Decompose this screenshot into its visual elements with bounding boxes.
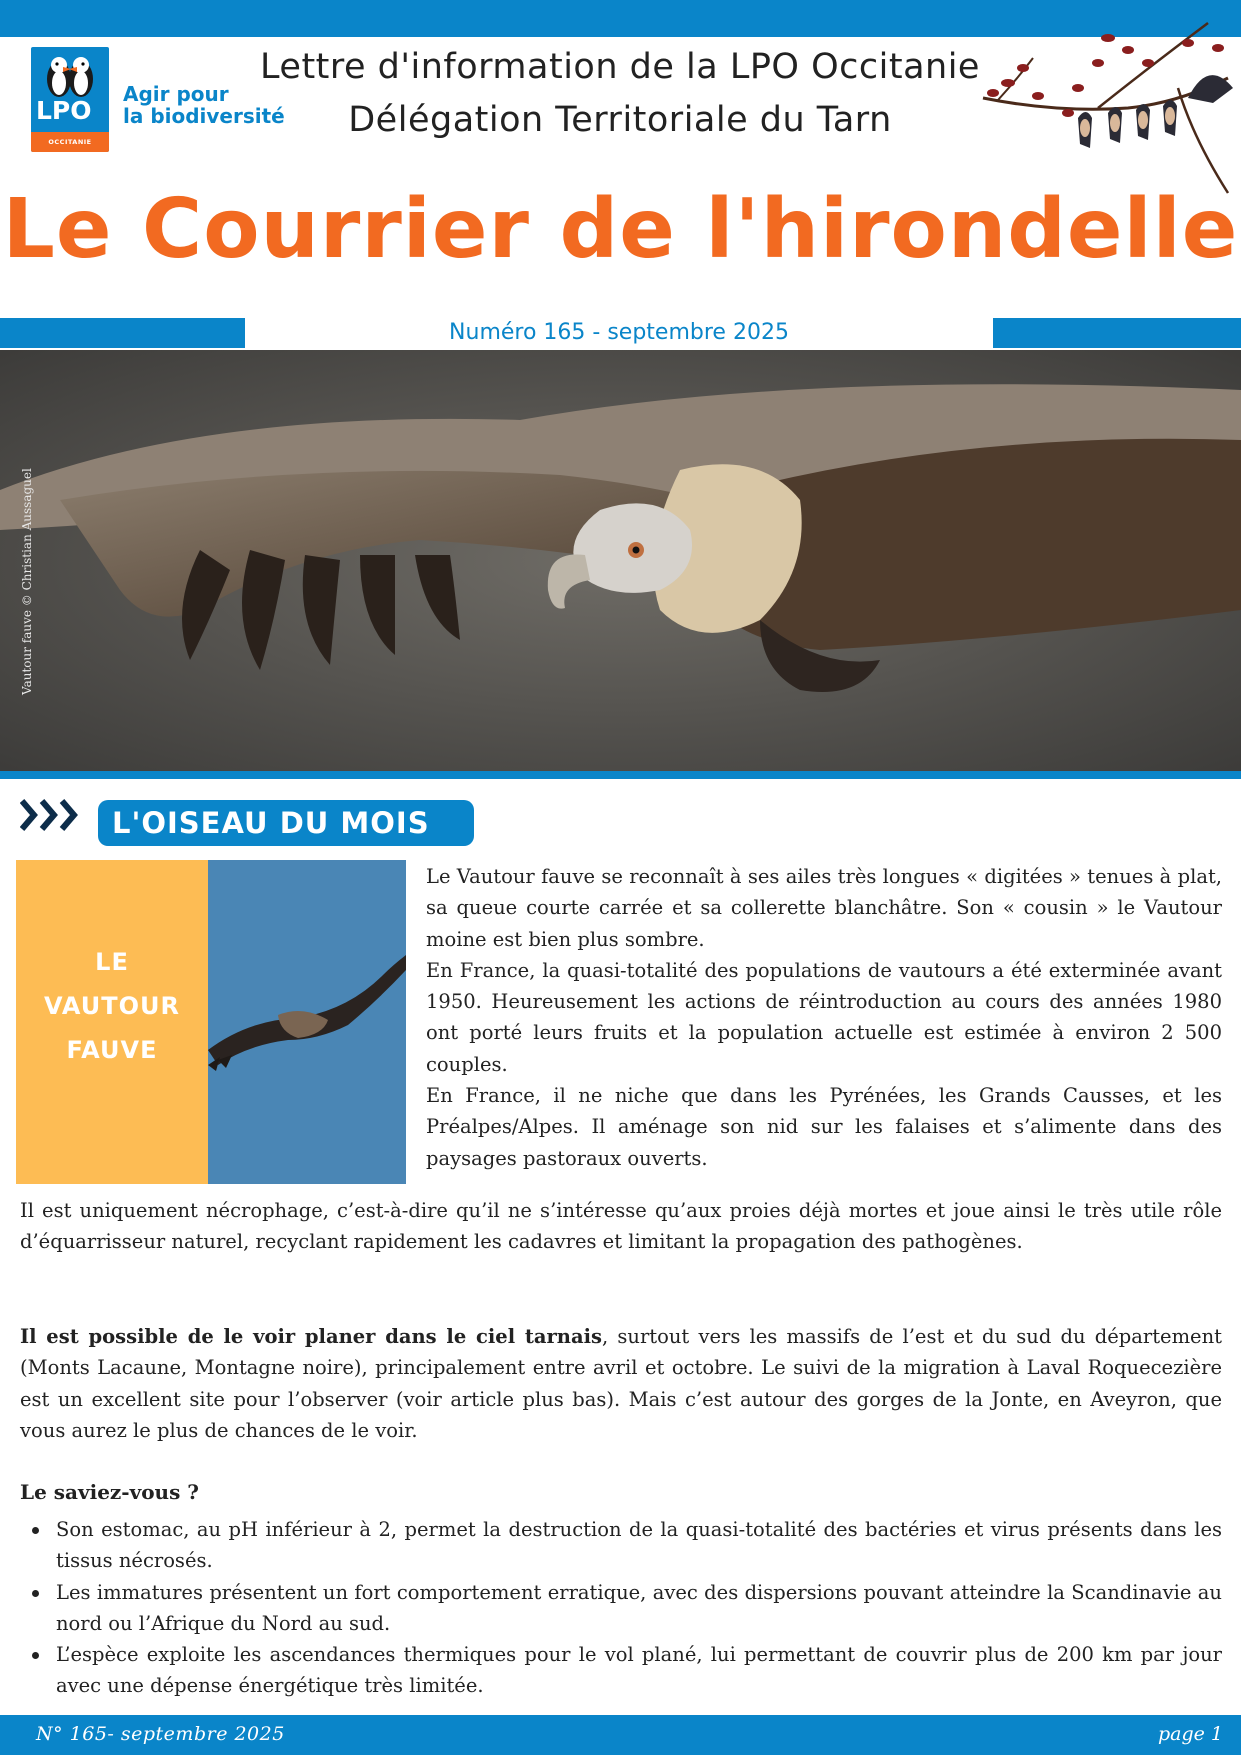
footer-issue: N° 165- septembre 2025 [36, 1723, 285, 1745]
article-paragraph-3-rest: , surtout vers les massifs de l’est et du sud du département (Monts Lacaune, Montagne noire), principalement entre avril et octobre. Le suivi de la migration à Laval Roquecezière est un excellent site pour l’observer (voir article plus bas). Mais c’est autour des gorges de la Jonte, en Aveyron, que vous aurez le plus de chances de le voir. [20, 1325, 1222, 1442]
bullet-icon [32, 1652, 39, 1659]
species-name-line-2: VAUTOUR [43, 992, 180, 1020]
footer-bar [0, 1715, 1241, 1755]
list-item-text: L’espèce exploite les ascendances thermiques pour le vol plané, lui permettant de couvrir plus de 200 km par jour avec une dépense énergétique très limitée. [56, 1643, 1222, 1698]
issue-number: Numéro 165 - septembre 2025 [449, 320, 789, 345]
intro-text [426, 861, 1222, 1174]
list-item [20, 1639, 1222, 1702]
vulture-in-flight-photo [208, 860, 406, 1184]
issue-bar-right [993, 318, 1241, 348]
list-item [20, 1514, 1222, 1577]
logo-text: LPO [36, 96, 92, 125]
section-title: L'OISEAU DU MOIS [112, 806, 430, 840]
hero-bottom-bar [0, 771, 1241, 779]
bullet-icon [32, 1527, 39, 1534]
hero-vulture-photo [0, 350, 1241, 771]
logo-region: OCCITANIE [31, 132, 109, 152]
article-paragraph-3-bold: Il est possible de le voir planer dans le ciel tarnais [20, 1325, 603, 1348]
swallows-branch-image [978, 18, 1241, 208]
article-paragraph-3 [20, 1321, 1222, 1446]
did-you-know-title: Le saviez-vous ? [20, 1480, 200, 1504]
issue-bar-left [0, 318, 245, 348]
vulture-illustration [0, 350, 1241, 771]
intro-paragraph-3: En France, il ne niche que dans les Pyrénées, les Grands Causses, et les Préalpes/Alpes. Il aménage son nid sur les falaises et s’alimente dans des paysages pastoraux ouverts. [426, 1084, 1222, 1170]
newsletter-title: Le Courrier de l'hirondelle [2, 182, 1239, 277]
tagline-line-1: Agir pour [123, 82, 229, 106]
did-you-know-list [20, 1514, 1222, 1702]
species-name-line-1: LE [95, 948, 129, 976]
list-item-text: Les immatures présentent un fort comportement erratique, avec des dispersions pouvant atteindre la Scandinavie au nord ou l’Afrique du Nord au sud. [56, 1580, 1222, 1635]
flying-vulture-illustration [208, 860, 406, 1184]
section-heading [98, 800, 474, 846]
tagline-line-2: la biodiversité [123, 104, 285, 128]
header-line-2: Délégation Territoriale du Tarn [348, 100, 892, 140]
puffin-icon [41, 51, 99, 99]
lpo-logo [31, 47, 109, 152]
species-name-line-3: FAUVE [66, 1036, 158, 1064]
bullet-icon [32, 1590, 39, 1597]
list-item-text: Son estomac, au pH inférieur à 2, permet la destruction de la quasi-totalité des bactéries et virus présents dans les tissus nécrosés. [56, 1518, 1222, 1573]
article-paragraph-2: Il est uniquement nécrophage, c’est-à-dire qu’il ne s’intéresse qu’aux proies déjà mortes et joue ainsi le très utile rôle d’équarrisseur naturel, recyclant rapidement les cadavres et limitant la propagation des pathogènes. [20, 1199, 1222, 1254]
species-name [16, 940, 208, 1072]
species-label-box [16, 860, 208, 1184]
page-number: page 1 [1157, 1723, 1223, 1745]
header-line-1: Lettre d'information de la LPO Occitanie [260, 47, 980, 87]
intro-paragraph-1: Le Vautour fauve se reconnaît à ses ailes très longues « digitées » tenues à plat, sa queue courte carrée et sa collerette blanchâtre. Son « cousin » le Vautour moine est bien plus sombre. [426, 865, 1222, 951]
list-item [20, 1577, 1222, 1640]
chevrons-icon [20, 797, 86, 833]
intro-paragraph-2: En France, la quasi-totalité des populations de vautours a été exterminée avant 1950. Heureusement les actions de réintroduction au cours des années 1980 ont porté leurs fruits et la population actuelle est estimée à environ 2 500 couples. [426, 958, 1222, 1076]
